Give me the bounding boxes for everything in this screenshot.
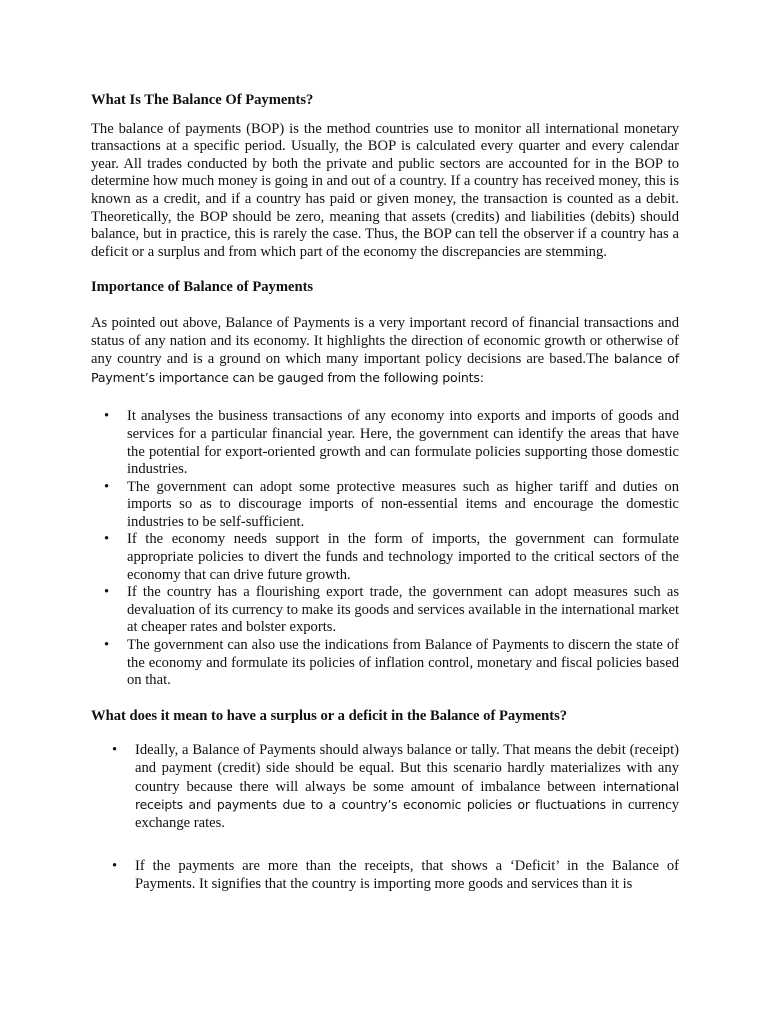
list-item-text-alt: international receipts and payments due to a country’s economic policies or fluctuations in bbox=[135, 778, 679, 813]
list-item bbox=[91, 479, 679, 532]
list-item-text: If the economy needs support in the form of imports, the government can formulate appropriate policies to divert the funds and technology imported to the critical sectors of the economy that can drive future growth. bbox=[127, 531, 679, 583]
list-item bbox=[91, 858, 679, 893]
bullet-icon: • bbox=[104, 584, 110, 601]
list-item bbox=[91, 637, 679, 690]
bullet-icon: • bbox=[104, 637, 110, 654]
paragraph-importance bbox=[91, 315, 679, 387]
list-item bbox=[91, 531, 679, 584]
list-item-text: It analyses the business transactions of any economy into exports and imports of goods and services for a particular financial year. Here, the government can identify the areas that have the potential for export-oriented growth and can formulate policies supporting those domestic industries. bbox=[127, 408, 679, 478]
list-item bbox=[91, 584, 679, 637]
list-item-text: If the country has a flourishing export trade, the government can adopt measures such as devaluation of its currency to make its goods and services available in the international market at cheaper rates and bolster exports. bbox=[127, 584, 679, 636]
heading-surplus-deficit: What does it mean to have a surplus or a deficit in the Balance of Payments? bbox=[91, 707, 568, 724]
document-page bbox=[91, 92, 679, 894]
paragraph-importance-main: As pointed out above, Balance of Payments is a very important record of financial transactions and status of any nation and its economy. It highlights the direction of economic growth or otherwise of any country and is a ground on which many important policy decisions are based.The bbox=[91, 314, 679, 368]
surplus-deficit-bullet-list bbox=[91, 742, 679, 893]
heading-what-is-bop: What Is The Balance Of Payments? bbox=[91, 92, 314, 108]
list-item-text: The government can adopt some protective measures such as higher tariff and duties on imports so as to discourage imports of non-essential items and encourage the domestic industries to be self-sufficient. bbox=[127, 478, 679, 530]
bullet-icon: • bbox=[104, 478, 110, 495]
paragraph-bop-definition: The balance of payments (BOP) is the method countries use to monitor all international monetary transactions at a specific period. Usually, the BOP is calculated every quarter and every calendar year. All trades conducted by both the private and public sectors are accounted for in the BOP to determine how much money is going in and out of a country. If a country has received money, this is known as a credit, and if a country has paid or given money, the transaction is counted as a debit. Theoretically, the BOP should be zero, meaning that assets (credits) and liabilities (debits) should balance, but in practice, this is rarely the case. Thus, the BOP can tell the observer if a country has a deficit or a surplus and from which part of the economy the discrepancies are stemming. bbox=[91, 120, 679, 260]
list-item bbox=[91, 742, 679, 832]
heading-importance-of-bop: Importance of Balance of Payments bbox=[91, 279, 314, 296]
bullet-icon: • bbox=[104, 531, 110, 548]
bullet-icon: • bbox=[112, 742, 118, 759]
list-item bbox=[91, 408, 679, 478]
list-item-text: The government can also use the indications from Balance of Payments to discern the state of the economy and formulate its policies of inflation control, monetary and fiscal policies based on that. bbox=[127, 637, 679, 689]
bullet-icon: • bbox=[112, 858, 118, 875]
list-item-text: If the payments are more than the receipts, that shows a ‘Deficit’ in the Balance of Payments. It signifies that the country is importing more goods and services than it is bbox=[135, 858, 679, 892]
importance-bullet-list bbox=[91, 408, 679, 690]
paragraph-importance-tail: balance of Payment’s importance can be gauged from the following points: bbox=[91, 351, 679, 385]
list-item-text-tail: currency exchange rates. bbox=[135, 797, 679, 831]
list-item-text-main: Ideally, a Balance of Payments should always balance or tally. That means the debit (receipt) and payment (credit) side should be equal. But this scenario hardly materializes with any country because there will always be some amount of imbalance between bbox=[135, 742, 679, 795]
list-item-text bbox=[135, 742, 679, 830]
bullet-icon: • bbox=[104, 408, 110, 425]
